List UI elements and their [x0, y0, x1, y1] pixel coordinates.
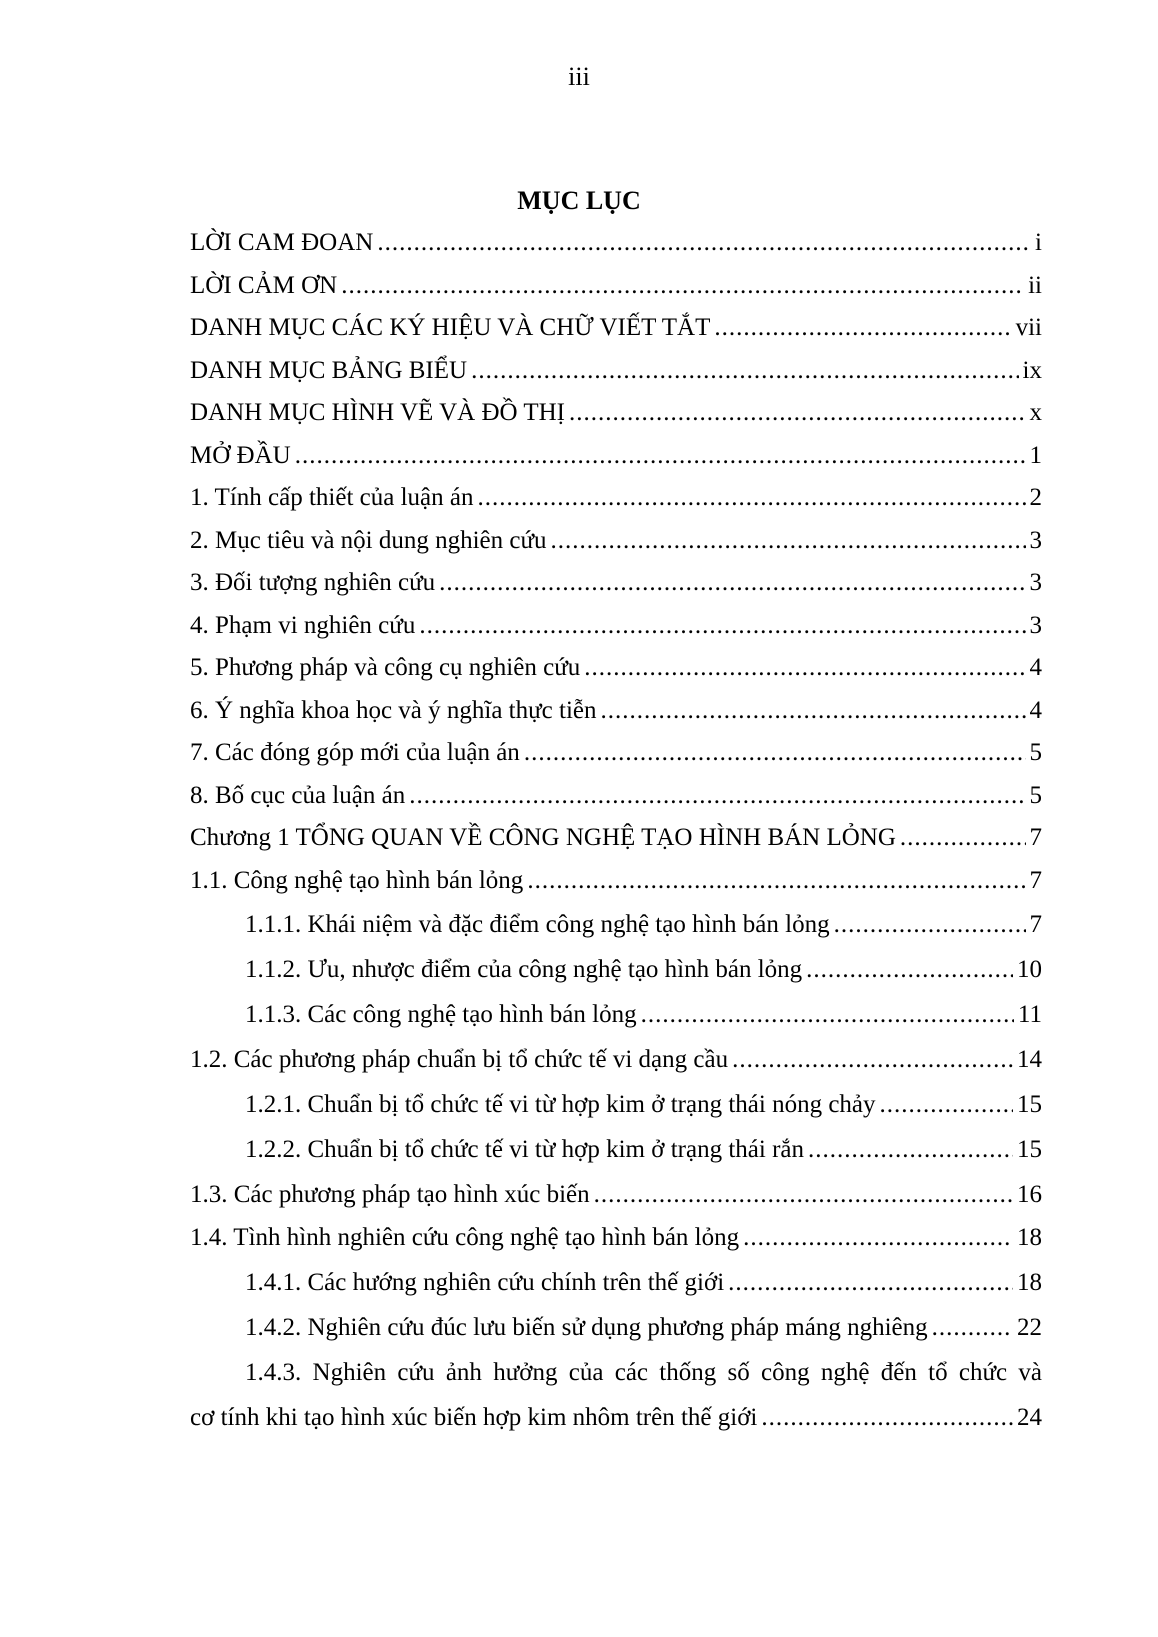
toc-entry[interactable]	[190, 392, 1042, 435]
toc-entry-label: DANH MỤC BẢNG BIỂU	[190, 356, 468, 384]
toc-leader-dots	[471, 350, 1018, 393]
toc-entry[interactable]	[190, 265, 1042, 308]
toc-entry-label: DANH MỤC HÌNH VẼ VÀ ĐỒ THỊ	[190, 399, 565, 426]
toc-entry[interactable]	[190, 562, 1042, 605]
toc-entry-page: 15	[1017, 1136, 1042, 1163]
toc-leader-dots	[569, 392, 1026, 435]
toc-entry[interactable]	[190, 350, 1042, 393]
toc-entry-label: 7. Các đóng góp mới của luận án	[190, 739, 520, 766]
toc-leader-dots	[601, 690, 1026, 733]
toc-entry-page: 15	[1017, 1091, 1042, 1118]
toc-entry-label: 1.1.3. Các công nghệ tạo hình bán lỏng	[245, 1001, 637, 1028]
toc-leader-dots	[641, 992, 1014, 1037]
toc-entry-label: LỜI CẢM ƠN	[190, 271, 338, 299]
toc-entry-page: 10	[1017, 956, 1042, 983]
toc-leader-dots	[900, 817, 1026, 860]
page-number: iii	[568, 62, 590, 91]
toc-entry-label: 1.4. Tình hình nghiên cứu công nghệ tạo hình bán lỏng	[190, 1224, 740, 1251]
toc-entry[interactable]	[190, 435, 1042, 478]
toc-entry-label: 3. Đối tượng nghiên cứu	[190, 569, 436, 596]
toc-leader-dots	[477, 477, 1025, 520]
toc-entry-page: 3	[1029, 526, 1042, 554]
toc-entry-page: 4	[1029, 696, 1042, 724]
toc-entry-label: 1.1.2. Ưu, nhược điểm của công nghệ tạo hình bán lỏng	[245, 956, 803, 983]
toc-entry-page: 3	[1029, 611, 1042, 639]
toc-entry-page: 3	[1029, 569, 1042, 596]
toc-leader-dots	[834, 902, 1026, 947]
toc-leader-dots	[728, 1260, 1013, 1305]
toc-entry-page: 1	[1029, 441, 1042, 469]
toc-entry-page: 7	[1029, 866, 1042, 894]
toc-entry[interactable]	[190, 732, 1042, 775]
toc-leader-dots	[806, 947, 1013, 992]
toc-entry-page: i	[1035, 229, 1042, 256]
toc-subentry[interactable]	[190, 947, 1042, 992]
toc-entry-label: 8. Bố cục của luận án	[190, 781, 406, 809]
toc-entry-page: 11	[1017, 1001, 1042, 1028]
toc-entry-page: 16	[1017, 1181, 1042, 1208]
toc-entry-line2	[190, 1395, 1042, 1440]
toc-entry[interactable]	[190, 605, 1042, 648]
toc-entry-page: x	[1029, 399, 1042, 426]
toc-subentry[interactable]	[190, 902, 1042, 947]
toc-leader-dots	[932, 1305, 1013, 1350]
toc-entry-label: 1.2.1. Chuẩn bị tổ chức tế vi từ hợp kim ở trạng thái nóng chảy	[245, 1091, 876, 1118]
toc-leader-dots	[732, 1037, 1013, 1082]
toc-entry-page: 2	[1029, 484, 1042, 511]
toc-entry-page: 5	[1029, 739, 1042, 766]
toc-entry[interactable]	[190, 775, 1042, 818]
toc-entry-page: 5	[1029, 781, 1042, 809]
toc-leader-dots	[551, 520, 1026, 563]
toc-entry-page: 18	[1017, 1224, 1042, 1251]
toc-entry-label: 1.3. Các phương pháp tạo hình xúc biến	[190, 1181, 590, 1208]
toc-leader-dots	[594, 1172, 1013, 1217]
toc-entry[interactable]	[190, 690, 1042, 733]
toc-leader-dots	[880, 1082, 1013, 1127]
toc-entry-label: 1.2.2. Chuẩn bị tổ chức tế vi từ hợp kim ở trạng thái rắn	[245, 1136, 804, 1163]
toc-leader-dots	[409, 775, 1025, 818]
toc-entry[interactable]	[190, 520, 1042, 563]
toc-leader-dots	[419, 605, 1025, 648]
toc-leader-dots	[341, 265, 1024, 308]
toc-entry[interactable]	[190, 1217, 1042, 1260]
toc-entry-page: 18	[1017, 1268, 1042, 1296]
toc-entry-label: MỞ ĐẦU	[190, 441, 291, 469]
toc-leader-dots	[743, 1217, 1013, 1260]
toc-entry-label: 6. Ý nghĩa khoa học và ý nghĩa thực tiễn	[190, 696, 597, 724]
toc-leader-dots	[714, 307, 1011, 350]
toc-leader-dots	[527, 860, 1025, 903]
toc-leader-dots	[808, 1127, 1013, 1172]
page-title: MỤC LỤC	[517, 186, 641, 215]
toc-entry-page: ii	[1028, 271, 1042, 299]
toc-subentry[interactable]	[190, 1082, 1042, 1127]
toc-entry[interactable]	[190, 860, 1042, 903]
toc-entry[interactable]	[190, 222, 1042, 265]
toc-entry-label-line1: 1.4.3. Nghiên cứu ảnh hưởng của các thống số công nghệ đến tổ chức và	[245, 1358, 1042, 1386]
toc-leader-dots	[439, 562, 1025, 605]
toc-entry-chapter[interactable]	[190, 817, 1042, 860]
toc-entry-page: 22	[1017, 1313, 1042, 1341]
toc-subentry[interactable]	[190, 1127, 1042, 1172]
toc-subentry[interactable]	[190, 992, 1042, 1037]
toc-entry-label: LỜI CAM ĐOAN	[190, 229, 374, 256]
toc-subentry[interactable]	[190, 1260, 1042, 1305]
table-of-contents	[190, 222, 1042, 1440]
toc-entry[interactable]	[190, 1172, 1042, 1217]
toc-subentry-wrapped[interactable]	[190, 1350, 1042, 1440]
toc-entry[interactable]	[190, 647, 1042, 690]
toc-subentry[interactable]	[190, 1305, 1042, 1350]
toc-leader-dots	[584, 647, 1025, 690]
toc-entry[interactable]	[190, 1037, 1042, 1082]
toc-entry-label-line2: cơ tính khi tạo hình xúc biến hợp kim nhôm trên thế giới	[190, 1403, 758, 1431]
toc-entry-label: 2. Mục tiêu và nội dung nghiên cứu	[190, 526, 547, 554]
toc-entry-label: 5. Phương pháp và công cụ nghiên cứu	[190, 654, 581, 681]
toc-entry-label: 1.2. Các phương pháp chuẩn bị tổ chức tế vi dạng cầu	[190, 1046, 729, 1073]
toc-entry-label: 1.4.2. Nghiên cứu đúc lưu biến sử dụng phương pháp máng nghiêng	[245, 1313, 928, 1341]
toc-entry-page: 4	[1029, 654, 1042, 681]
toc-entry[interactable]	[190, 307, 1042, 350]
toc-entry-label: 1.1.1. Khái niệm và đặc điểm công nghệ tạo hình bán lỏng	[245, 911, 830, 938]
toc-leader-dots	[761, 1395, 1013, 1440]
toc-entry-page: 7	[1029, 824, 1042, 851]
toc-entry-page: ix	[1022, 356, 1042, 384]
toc-entry-page: 24	[1017, 1403, 1042, 1431]
toc-entry-page: 7	[1029, 911, 1042, 938]
toc-entry-page: vii	[1015, 314, 1042, 341]
toc-entry-label: DANH MỤC CÁC KÝ HIỆU VÀ CHỮ VIẾT TẮT	[190, 314, 711, 341]
toc-entry[interactable]	[190, 477, 1042, 520]
toc-entry-label: 1.4.1. Các hướng nghiên cứu chính trên thế giới	[245, 1268, 725, 1296]
toc-leader-dots	[524, 732, 1026, 775]
toc-leader-dots	[377, 222, 1031, 265]
toc-entry-page: 14	[1017, 1046, 1042, 1073]
toc-entry-label: 1.1. Công nghệ tạo hình bán lỏng	[190, 866, 524, 894]
toc-entry-label: 1. Tính cấp thiết của luận án	[190, 484, 474, 511]
toc-leader-dots	[295, 435, 1026, 478]
toc-entry-label: Chương 1 TỔNG QUAN VỀ CÔNG NGHỆ TẠO HÌNH BÁN LỎNG	[190, 824, 896, 851]
toc-entry-label: 4. Phạm vi nghiên cứu	[190, 611, 416, 639]
